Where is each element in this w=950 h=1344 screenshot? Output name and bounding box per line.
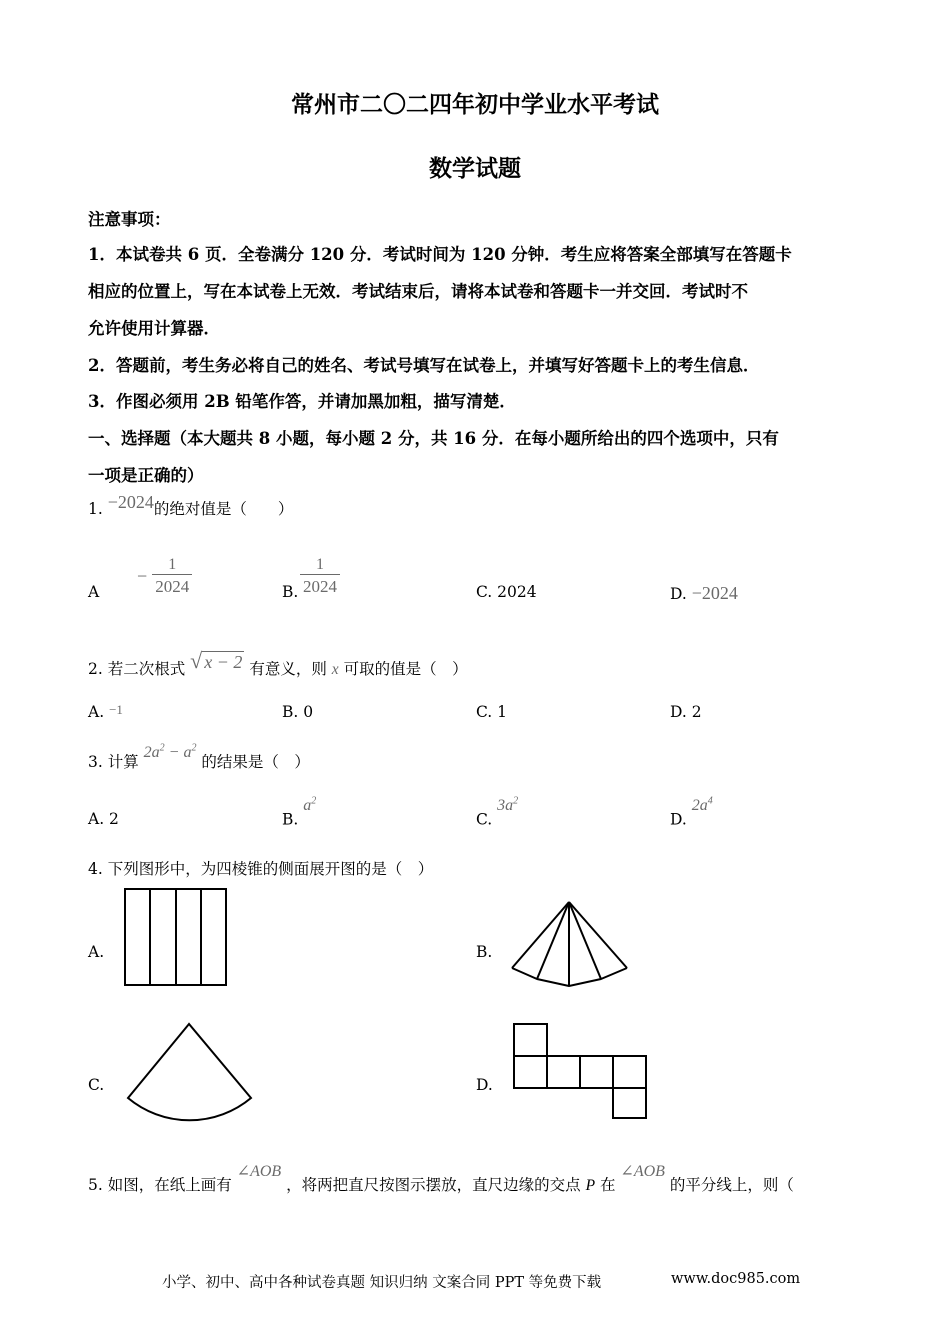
figure-b-four-triangles <box>512 902 627 986</box>
section-heading-line-2: 一项是正确的） <box>88 466 204 485</box>
angle-aob: ∠AOB <box>620 1163 665 1180</box>
question-text-suffix: 的结果是（ ） <box>201 753 310 771</box>
notice-item-1-line-1: 1．本试卷共 6 页．全卷满分 120 分．考试时间为 120 分钟．考生应将答案全部填写在答题卡 <box>88 245 792 264</box>
option-d-label: D. <box>670 810 687 829</box>
question-text-prefix: 2. 若二次根式 <box>88 660 186 678</box>
question-4: 4. 下列图形中，为四棱锥的侧面展开图的是（ ） <box>88 860 434 878</box>
option-b-label: B. <box>282 810 299 829</box>
option-d-label: D. <box>670 585 687 603</box>
option-d-value: −2024 <box>691 583 738 603</box>
exam-subtitle: 数学试题 <box>429 155 521 182</box>
notice-item-3: 3．作图必须用 2B 铅笔作答，并请加黑加粗，描写清楚． <box>88 392 516 411</box>
figure-c-sector <box>128 1024 251 1120</box>
option-d: D. 2 <box>670 703 702 721</box>
notice-item-1-line-2: 相应的位置上，写在本试卷上无效．考试结束后，请将本试卷和答题卡一并交回．考试时不 <box>88 282 748 301</box>
option-c: C. 2024 <box>476 583 537 601</box>
question-text-suffix: 可取的值是（ ） <box>343 660 468 678</box>
term-2: − a <box>164 744 192 761</box>
angle-aob: ∠AOB <box>236 1163 282 1180</box>
base: a <box>505 797 514 815</box>
exponent: 2 <box>513 796 519 807</box>
option-b-label: B. <box>282 583 299 601</box>
base: a <box>303 797 312 815</box>
exam-title: 常州市二〇二四年初中学业水平考试 <box>291 91 659 118</box>
exponent: 2 <box>159 742 165 754</box>
notice-heading: 注意事项： <box>88 210 171 229</box>
option-b-label: B. <box>476 943 493 961</box>
figure-a-four-rectangles <box>125 889 226 985</box>
numerator: 1 <box>316 556 324 573</box>
footer-url[interactable]: www.doc985.com <box>671 1271 801 1287</box>
option-a-value: −1 <box>109 702 123 717</box>
question-5 <box>88 1163 794 1195</box>
section-heading-line-1: 一、选择题（本大题共 8 小题，每小题 2 分，共 16 分．在每小题所给出的四个选项中，只有 <box>88 429 779 448</box>
question-text-suffix: 的平分线上，则（ <box>669 1176 794 1194</box>
option-c-label: C. <box>88 1076 105 1094</box>
exponent: 2 <box>311 796 317 807</box>
denominator: 2024 <box>152 574 192 597</box>
footer-text: 小学、初中、高中各种试卷真题 知识归纳 文案合同 PPT 等免费下载 <box>162 1275 602 1291</box>
option-d-label: D. <box>476 1076 493 1094</box>
notice-item-1-line-3: 允许使用计算器． <box>88 319 220 338</box>
exponent: 4 <box>707 796 713 807</box>
figure-d-squares-net <box>514 1024 646 1118</box>
option-c-label: C. <box>476 810 493 829</box>
question-text-prefix: 3. 计算 <box>88 753 139 771</box>
denominator: 2024 <box>300 574 340 597</box>
coefficient: 2 <box>691 797 700 815</box>
question-text: 的绝对值是（ ） <box>153 500 294 518</box>
exponent: 2 <box>191 742 197 754</box>
point-p: P <box>585 1177 596 1194</box>
option-a: A. 2 <box>88 810 119 828</box>
question-number: 1. <box>88 500 103 518</box>
option-b: B. 0 <box>282 703 314 721</box>
variable-x: x <box>331 661 339 678</box>
term-1: 2a <box>143 744 160 761</box>
option-a-label: A. <box>88 943 105 961</box>
option-c: C. 1 <box>476 703 508 721</box>
math-expression: −2024 <box>107 492 154 512</box>
base: a <box>699 797 708 815</box>
coefficient: 3 <box>497 797 506 815</box>
option-a-label: A. <box>88 703 105 721</box>
radical-sign: √ <box>190 648 203 673</box>
option-a-label: A <box>88 583 100 601</box>
minus-sign: − <box>137 566 148 586</box>
question-text-middle: 有意义，则 <box>249 660 327 678</box>
question-text-in: 在 <box>599 1176 616 1194</box>
notice-item-2: 2．答题前，考生务必将自己的姓名、考试号填写在试卷上，并填写好答题卡上的考生信息． <box>88 356 760 375</box>
radicand: x − 2 <box>204 652 243 672</box>
question-text-middle: ，将两把直尺按图示摆放，直尺边缘的交点 <box>286 1176 581 1194</box>
question-text-prefix: 5. 如图，在纸上画有 <box>88 1176 232 1194</box>
numerator: 1 <box>168 556 177 573</box>
